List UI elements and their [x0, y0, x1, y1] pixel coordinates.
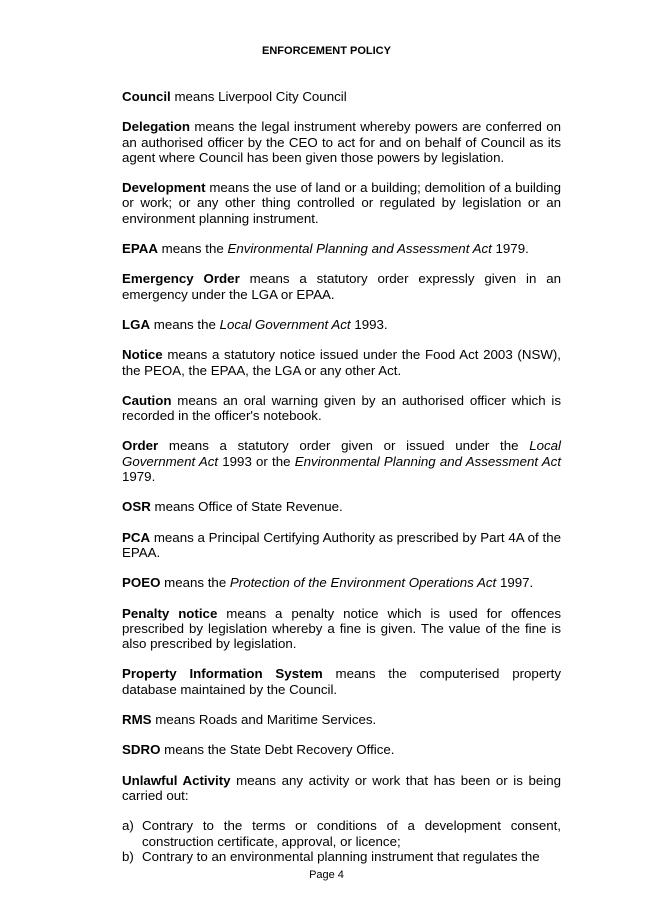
list-item: a) Contrary to the terms or conditions of a development consent, construction certificate, approval, or licence;: [122, 818, 561, 849]
definition: SDRO means the State Debt Recovery Office.: [122, 742, 395, 758]
definition-term: Order: [122, 438, 159, 454]
definition-term: Notice: [122, 347, 163, 363]
definition: Emergency Order means a statutory order expressly given in an emergency under the LGA or EPAA.: [122, 271, 561, 302]
definition-term: Development: [122, 180, 206, 196]
act-title: Local Government Act: [122, 438, 561, 469]
definition: Development means the use of land or a building; demolition of a building or work; or any other thing controlled or regulated by legislation or an environment planning instrument.: [122, 180, 561, 226]
definition: LGA means the Local Government Act 1993.: [122, 316, 388, 332]
definition: Order means a statutory order given or issued under the Local Government Act 1993 or the Environmental Planning and Assessment Act 1979.: [122, 438, 562, 485]
definition-term: Council: [122, 89, 171, 104]
act-title: Environmental Planning and Assessment Act: [294, 453, 562, 469]
definition: Penalty notice means a penalty notice which is used for offences prescribed by legislation whereby a fine is given. The value of the fine is also prescribed by legislation.: [122, 605, 562, 652]
definition-term: PCA: [122, 529, 151, 545]
definition: Delegation means the legal instrument whereby powers are conferred on an authorised officer by the CEO to act for and on behalf of Council as its agent where Council has been given those powers by legislation.: [122, 119, 561, 165]
definition-term: RMS: [122, 712, 152, 728]
page-header: ENFORCEMENT POLICY: [262, 45, 391, 57]
definition-term: Delegation: [122, 119, 190, 135]
list-marker: a): [122, 818, 134, 834]
definition-term: Property Information System: [122, 666, 323, 682]
document-body: [122, 89, 561, 864]
act-title: Protection of the Environment Operations Act: [229, 575, 497, 591]
definition-term: SDRO: [122, 742, 161, 758]
definition-term: POEO: [122, 575, 161, 591]
definition: PCA means a Principal Certifying Authority as prescribed by Part 4A of the EPAA.: [122, 529, 561, 560]
definition-term: OSR: [122, 499, 151, 515]
definition-term: Caution: [122, 392, 172, 408]
definition-term: LGA: [122, 316, 151, 332]
act-title: Local Government Act: [219, 316, 351, 332]
definition: OSR means Office of State Revenue.: [122, 499, 343, 515]
definition-term: EPAA: [122, 241, 158, 257]
definition: Council means Liverpool City Council: [122, 89, 347, 104]
definition-term: Penalty notice: [122, 605, 218, 621]
act-title: Environmental Planning and Assessment Act: [227, 241, 492, 257]
definition-term: Emergency Order: [122, 271, 240, 287]
definition: Unlawful Activity means any activity or work that has been or is being carried out:: [122, 772, 561, 803]
page-number: Page 4: [309, 869, 344, 881]
definition: Caution means an oral warning given by an authorised officer which is recorded in the officer's notebook.: [122, 392, 561, 424]
definition: Notice means a statutory notice issued under the Food Act 2003 (NSW), the PEOA, the EPAA, the LGA or any other Act.: [122, 347, 561, 378]
list-marker: b): [122, 848, 134, 864]
definition: POEO means the Protection of the Environment Operations Act 1997.: [122, 575, 534, 591]
definition: EPAA means the Environmental Planning and Assessment Act 1979.: [122, 241, 529, 257]
list-item: b) Contrary to an environmental planning instrument that regulates the: [122, 848, 540, 864]
definition-term: Unlawful Activity: [122, 772, 231, 788]
definition: Property Information System means the computerised property database maintained by the Council.: [122, 666, 561, 697]
definition: RMS means Roads and Maritime Services.: [122, 712, 377, 728]
unlawful-activity-list: [122, 818, 561, 864]
